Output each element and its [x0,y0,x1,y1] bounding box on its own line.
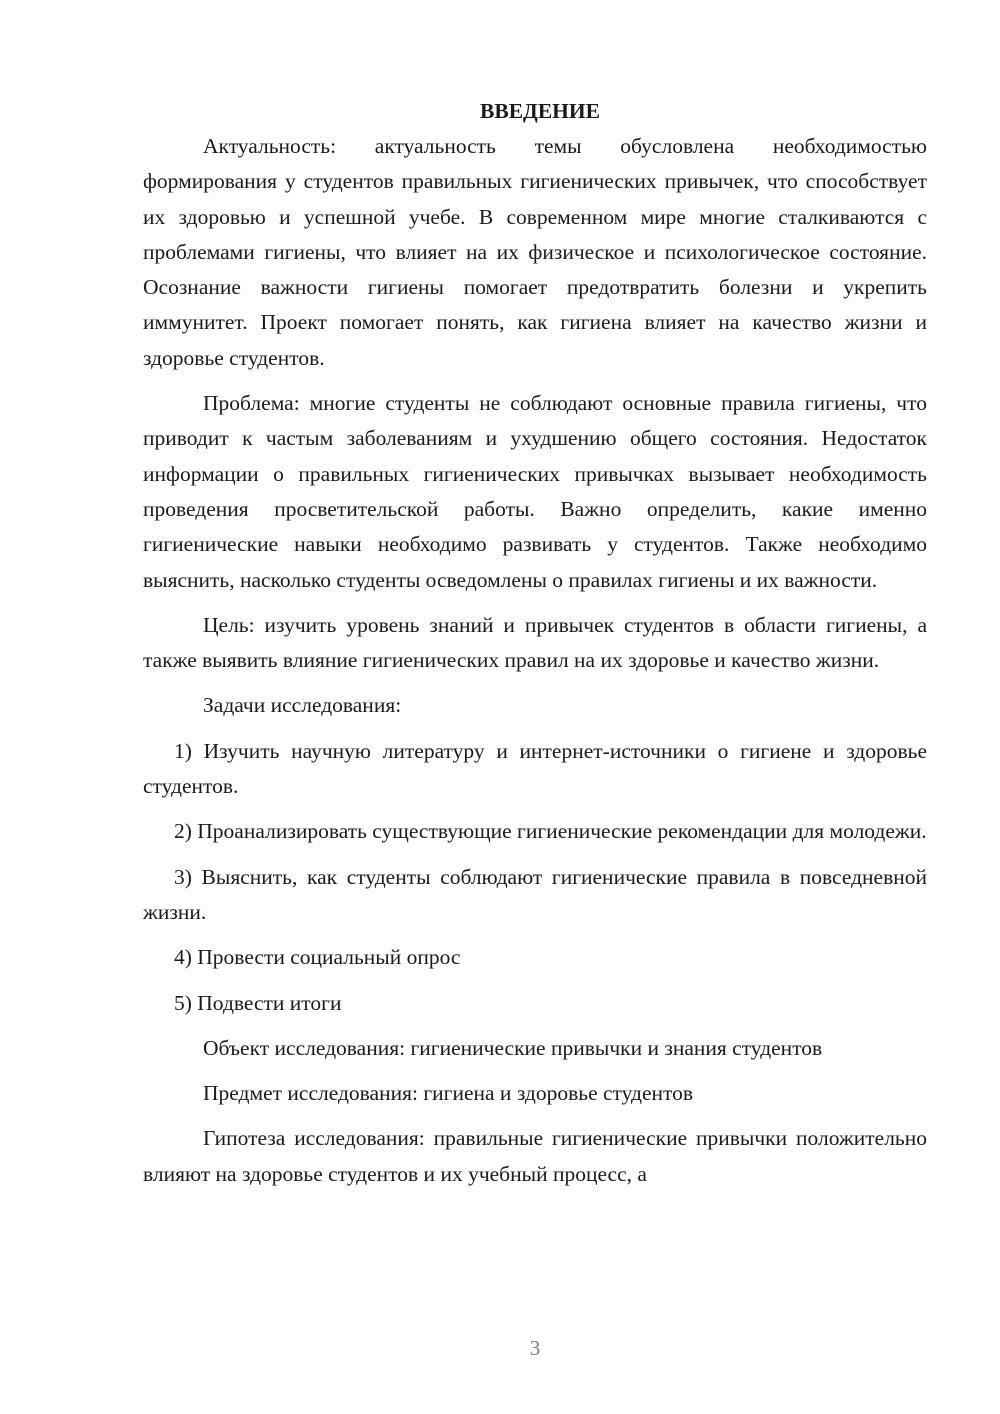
hypothesis-paragraph: Гипотеза исследования: правильные гигиенические привычки положительно влияют на здоровье студентов и их учебный процесс, а [143,1126,927,1186]
page-number: 3 [529,1336,541,1360]
object-paragraph: Объект исследования: гигиенические привычки и знания студентов [203,1035,823,1060]
task-item-5: 5) Подвести итоги [174,990,342,1015]
page-body [143,94,927,1192]
relevance-paragraph: Актуальность: актуальность темы обусловлена необходимостью формирования у студентов правильных гигиенических привычек, что способствует их здоровью и успешной учебе. В современном мире многие сталкиваются с проблемами гигиены, что влияет на их физическое и психологическое состояние. Осознание важности гигиены помогает предотвратить болезни и укрепить иммунитет. Проект помогает понять, как гигиена влияет на качество жизни и здоровье студентов. [143,134,927,370]
task-item-1: 1) Изучить научную литературу и интернет-источники о гигиене и здоровье студентов. [143,738,927,799]
goal-paragraph: Цель: изучить уровень знаний и привычек студентов в области гигиены, а также выявить влияние гигиенических правил на их здоровье и качество жизни. [143,612,927,673]
task-item-3: 3) Выяснить, как студенты соблюдают гигиенические правила в повседневной жизни. [143,864,927,924]
subject-paragraph: Предмет исследования: гигиена и здоровье студентов [203,1081,694,1106]
problem-paragraph: Проблема: многие студенты не соблюдают основные правила гигиены, что приводит к частым заболеваниям и ухудшению общего состояния. Недостаток информации о правильных гигиенических привычках вызывает необходимость проведения просветительской работы. Важно определить, какие именно гигиенические навыки необходимо развивать у студентов. Также необходимо выяснить, насколько студенты осведомлены о правилах гигиены и их важности. [143,391,927,592]
page-title: ВВЕДЕНИЕ [480,99,600,123]
tasks-heading: Задачи исследования: [203,693,402,718]
task-item-4: 4) Провести социальный опрос [174,945,461,970]
task-item-2: 2) Проанализировать существующие гигиенические рекомендации для молодежи. [174,819,927,844]
